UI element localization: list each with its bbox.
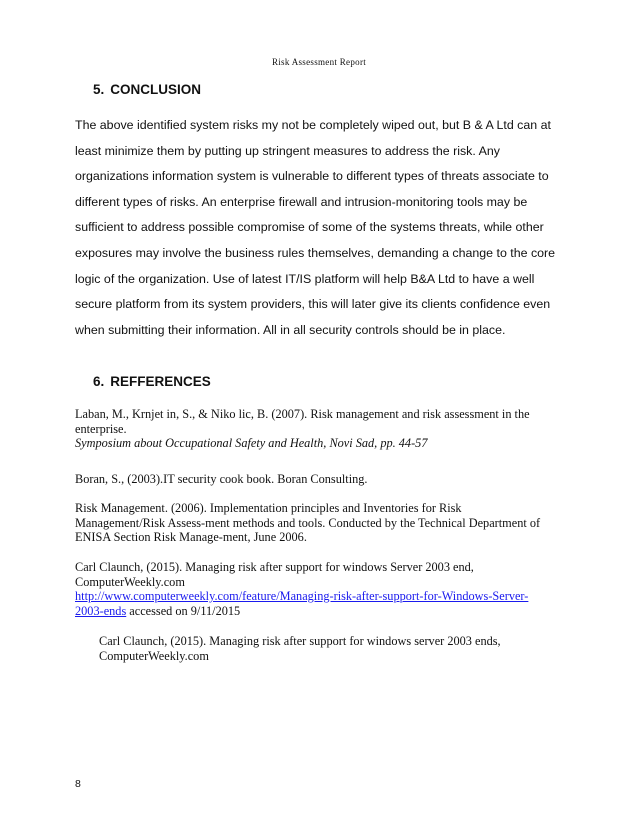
reference-line bbox=[75, 589, 565, 604]
reference-line: ENISA Section Risk Manage-ment, June 2006. bbox=[75, 530, 307, 544]
reference-risk-management bbox=[75, 501, 565, 545]
page-number: 8 bbox=[75, 778, 81, 790]
reference-line: Carl Claunch, (2015). Managing risk after support for windows server 2003 ends, bbox=[99, 634, 501, 648]
reference-line: enterprise. bbox=[75, 421, 127, 436]
reference-line: ComputerWeekly.com bbox=[99, 648, 209, 663]
conclusion-line: when submitting their information. All in all security controls should be in place. bbox=[75, 322, 506, 337]
conclusion-line: organizations information system is vulnerable to different types of threats associate to bbox=[75, 169, 549, 184]
references-heading bbox=[93, 374, 211, 389]
reference-line: Risk Management. (2006). Implementation principles and Inventories for Risk bbox=[75, 501, 462, 515]
reference-url-link-continued[interactable]: 2003-ends bbox=[75, 603, 127, 618]
conclusion-paragraph bbox=[75, 113, 565, 343]
reference-line: Laban, M., Krnjet in, S., & Niko lic, B. (2007). Risk management and risk assessment in the bbox=[75, 407, 530, 421]
conclusion-heading-title: CONCLUSION bbox=[110, 82, 202, 97]
reference-accessed-date: accessed on 9/11/2015 bbox=[126, 603, 241, 618]
reference-claunch-indented bbox=[99, 634, 589, 663]
conclusion-line: sufficient to address possible compromise of some of the systems threats, while other bbox=[75, 220, 544, 235]
reference-laban bbox=[75, 407, 565, 451]
reference-line: Carl Claunch, (2015). Managing risk after support for windows Server 2003 end, bbox=[75, 560, 474, 574]
references-heading-number: 6. bbox=[93, 374, 105, 389]
running-header: Risk Assessment Report bbox=[271, 57, 367, 67]
conclusion-heading-number: 5. bbox=[93, 82, 105, 97]
reference-boran bbox=[75, 472, 565, 487]
reference-line: Management/Risk Assess-ment methods and tools. Conducted by the Technical Department of bbox=[75, 515, 541, 530]
reference-claunch bbox=[75, 560, 565, 618]
reference-line: ComputerWeekly.com bbox=[75, 574, 185, 589]
conclusion-heading bbox=[93, 82, 201, 97]
reference-url-link[interactable]: http://www.computerweekly.com/feature/Managing-risk-after-support-for-Windows-Server- bbox=[75, 589, 529, 603]
references-heading-title: REFFERENCES bbox=[110, 374, 211, 389]
conclusion-line: secure platform from its system providers, this will later give its clients confidence even bbox=[75, 297, 551, 312]
reference-line: Symposium about Occupational Safety and Health, Novi Sad, pp. 44-57 bbox=[75, 436, 428, 450]
conclusion-line: The above identified system risks my not be completely wiped out, but B & A Ltd can at bbox=[75, 118, 551, 132]
reference-line bbox=[75, 604, 565, 619]
conclusion-line: least minimize them by putting up stringent measures to address the risk. Any bbox=[75, 143, 500, 158]
conclusion-line: logic of the organization. Use of latest IT/IS platform will help B&A Ltd to have a well bbox=[75, 271, 535, 286]
conclusion-line: different types of risks. An enterprise firewall and intrusion-monitoring tools may be bbox=[75, 194, 528, 209]
conclusion-line: exposures may involve the business rules themselves, demanding a change to the core bbox=[75, 245, 556, 260]
reference-line: Boran, S., (2003).IT security cook book. Boran Consulting. bbox=[75, 472, 368, 486]
